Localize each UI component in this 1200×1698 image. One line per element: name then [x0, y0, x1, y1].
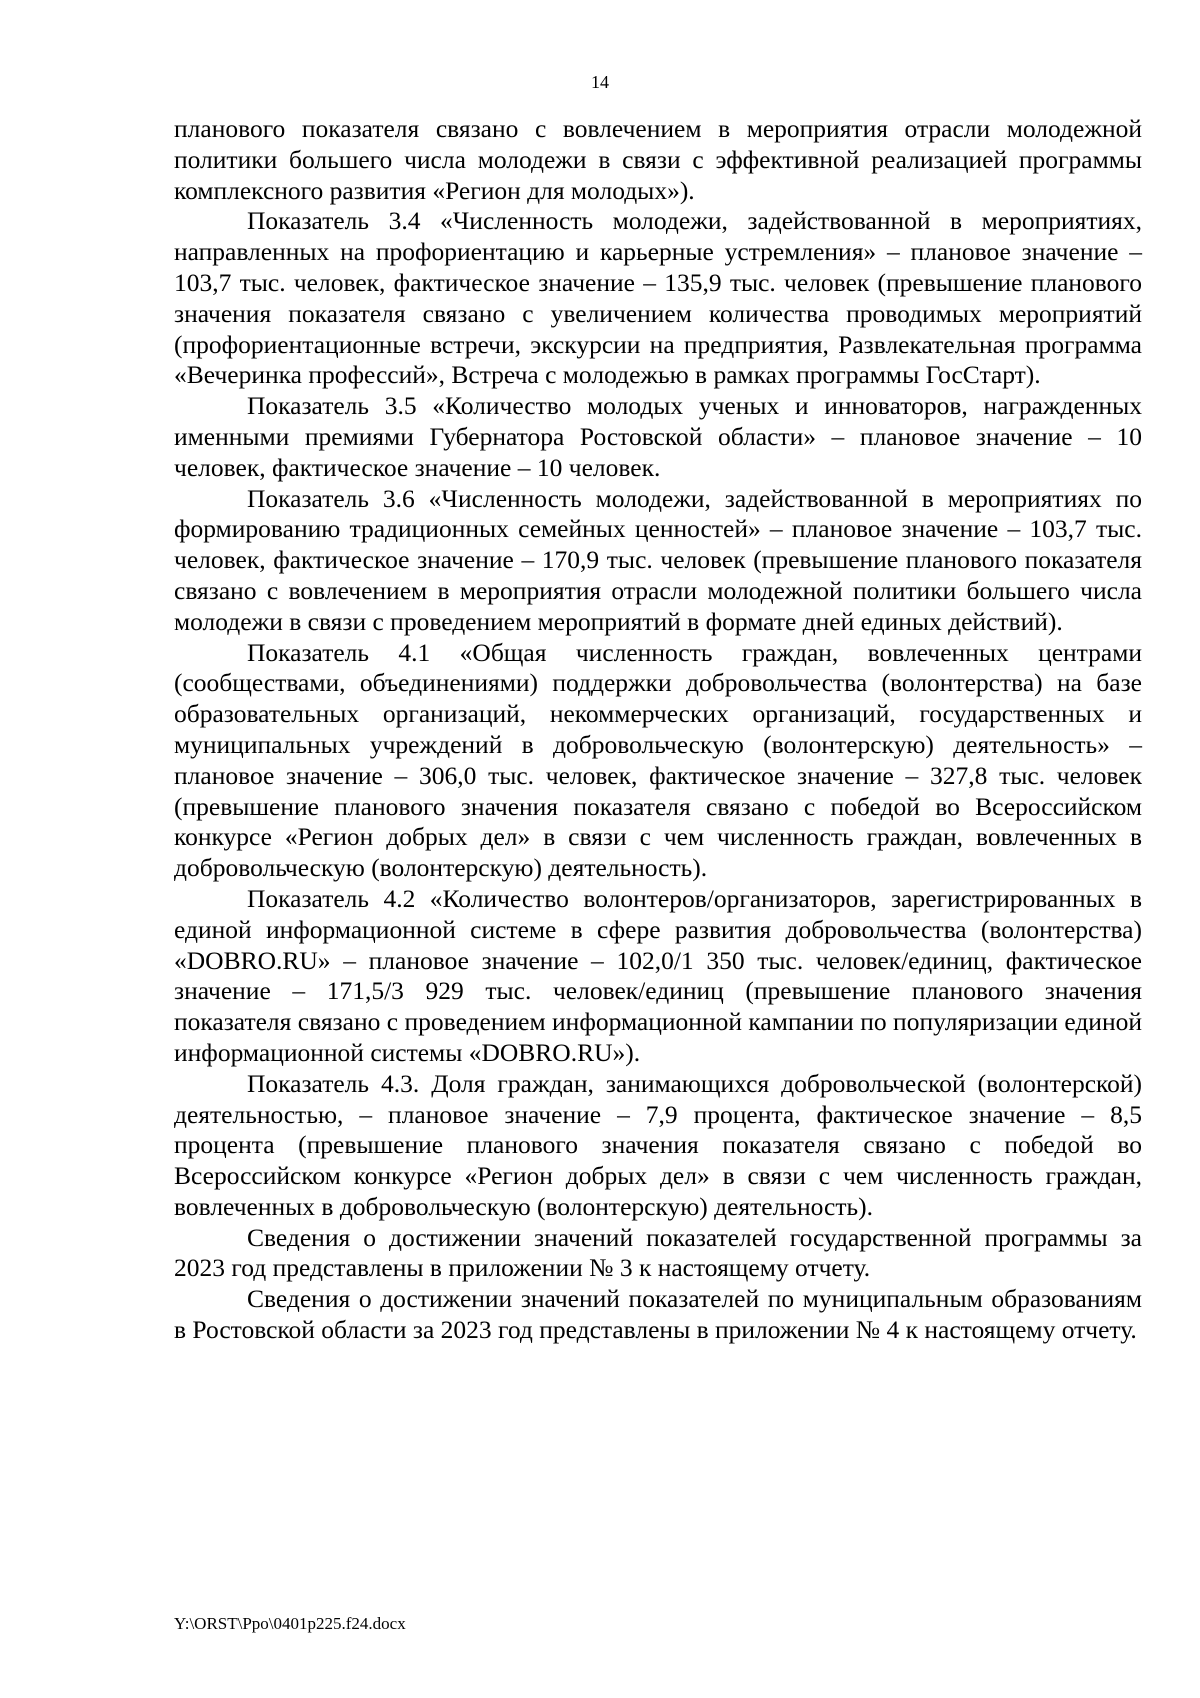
paragraph-continuation: планового показателя связано с вовлечением в мероприятия отрасли молодежной политики большего числа молодежи в связи с эффективной реализацией программы комплексного развития «Регион для молодых»). — [174, 114, 1142, 205]
document-body — [174, 114, 1142, 1346]
paragraph-appendix-4: Сведения о достижении значений показателей по муниципальным образованиям в Ростовской области за 2023 год представлены в приложении № 4 к настоящему отчету. — [174, 1284, 1142, 1345]
footer-file-path: Y:\ORST\Ppo\0401p225.f24.docx — [174, 1614, 406, 1633]
paragraph-appendix-3: Сведения о достижении значений показателей государственной программы за 2023 год представлены в приложении № 3 к настоящему отчету. — [174, 1222, 1142, 1283]
paragraph-indicator-4-3: Показатель 4.3. Доля граждан, занимающихся добровольческой (волонтерской) деятельностью, – плановое значение – 7,9 процента, фактическое значение – 8,5 процента (превышение планового значения показателя связано с победой во Всероссийском конкурсе «Регион добрых дел» в связи с чем численность граждан, вовлеченных в добровольческую (волонтерскую) деятельность). — [174, 1068, 1142, 1221]
page-number: 14 — [591, 72, 609, 92]
paragraph-indicator-3-4: Показатель 3.4 «Численность молодежи, задействованной в мероприятиях, направленных на профориентацию и карьерные устремления» – плановое значение – 103,7 тыс. человек, фактическое значение – 135,9 тыс. человек (превышение планового значения показателя связано с увеличением количества проводимых мероприятий (профориентационные встречи, экскурсии на предприятия, Развлекательная программа «Вечеринка профессий», Встреча с молодежью в рамках программы ГосСтарт). — [174, 206, 1142, 390]
paragraph-indicator-3-6: Показатель 3.6 «Численность молодежи, задействованной в мероприятиях по формированию традиционных семейных ценностей» – плановое значение – 103,7 тыс. человек, фактическое значение – 170,9 тыс. человек (превышение планового показателя связано с вовлечением в мероприятия отрасли молодежной политики большего числа молодежи в связи с проведением мероприятий в формате дней единых действий). — [174, 483, 1142, 636]
paragraph-indicator-4-2: Показатель 4.2 «Количество волонтеров/организаторов, зарегистрированных в единой информационной системе в сфере развития добровольчества (волонтерства) «DOBRO.RU» – плановое значение – 102,0/1 350 тыс. человек/единиц, фактическое значение – 171,5/3 929 тыс. человек/единиц (превышение планового значения показателя связано с проведением информационной кампании по популяризации единой информационной системы «DOBRO.RU»). — [174, 883, 1142, 1067]
paragraph-indicator-3-5: Показатель 3.5 «Количество молодых ученых и инноваторов, награжденных именными премиями Губернатора Ростовской области» – плановое значение – 10 человек, фактическое значение – 10 человек. — [174, 391, 1142, 482]
paragraph-indicator-4-1: Показатель 4.1 «Общая численность граждан, вовлеченных центрами (сообществами, объединениями) поддержки добровольчества (волонтерства) на базе образовательных организаций, некоммерческих организаций, государственных и муниципальных учреждений в добровольческую (волонтерскую) деятельность» – плановое значение – 306,0 тыс. человек, фактическое значение – 327,8 тыс. человек (превышение планового значения показателя связано с победой во Всероссийском конкурсе «Регион добрых дел» в связи с чем численность граждан, вовлеченных в добровольческую (волонтерскую) деятельность). — [174, 637, 1142, 883]
